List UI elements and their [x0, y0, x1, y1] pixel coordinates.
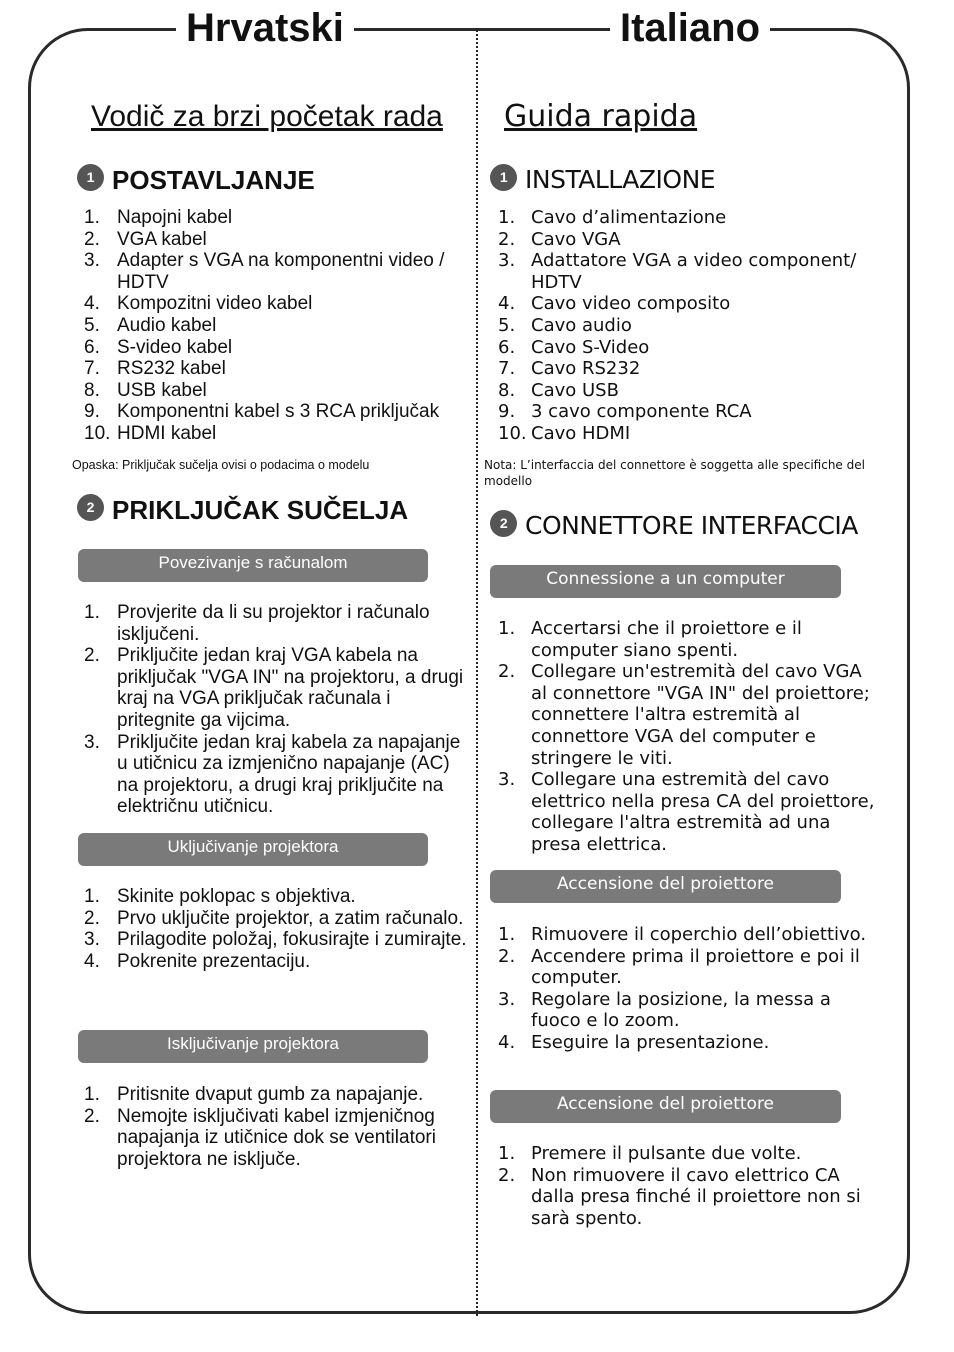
model-note: Opaska: Priključak sučelja ovisi o podacima o modelu — [72, 458, 370, 472]
list-item-number: 4. — [84, 293, 100, 315]
list-item — [70, 1106, 468, 1171]
subheading-bar-power-on: Accensione del proiettore — [490, 870, 841, 903]
cable-list — [484, 207, 884, 445]
list-item-number: 10. — [498, 422, 527, 444]
list-item-number: 5. — [84, 314, 100, 336]
section-number-badge: 1 — [77, 164, 104, 191]
section-heading-setup — [490, 164, 715, 196]
list-item-number: 1. — [84, 602, 100, 623]
list-item — [70, 380, 470, 402]
list-item — [484, 293, 884, 315]
section-heading-interface — [77, 494, 408, 526]
list-item-number: 10. — [84, 422, 111, 444]
list-item-text: Kompozitni video kabel — [117, 293, 313, 315]
list-item-number: 7. — [498, 358, 516, 380]
list-item-number: 1. — [498, 924, 516, 945]
list-item-text: Komponentni kabel s 3 RCA priključak — [117, 401, 440, 423]
column-divider — [476, 30, 478, 1316]
list-item-number: 2. — [84, 1105, 100, 1127]
list-item-text: Regolare la posizione, la messa a fuoco e lo zoom. — [531, 988, 831, 1032]
list-item — [70, 423, 470, 445]
list-item-number: 3. — [84, 731, 100, 753]
list-item-text: Adapter s VGA na komponentni video / HDTV — [117, 250, 445, 293]
list-item — [484, 1143, 879, 1165]
list-item-text: Eseguire la presentazione. — [531, 1031, 770, 1053]
list-item-number: 2. — [498, 945, 516, 967]
list-item-number: 3. — [498, 769, 516, 791]
list-item — [484, 337, 884, 359]
guide-title: Vodič za brzi početak rada — [91, 100, 443, 133]
cable-list — [70, 207, 470, 445]
list-item-number: 7. — [84, 358, 100, 380]
list-item-text: USB kabel — [117, 379, 207, 401]
list-item — [70, 908, 468, 930]
list-item-text: Cavo RS232 — [531, 358, 641, 380]
list-item-number: 4. — [498, 1031, 516, 1053]
language-title-italian: Italiano — [610, 4, 770, 52]
list-item-number: 2. — [498, 1164, 516, 1186]
list-item-number: 2. — [84, 907, 100, 929]
list-item-number: 2. — [84, 645, 100, 667]
list-item — [484, 207, 884, 229]
list-item — [484, 423, 884, 445]
power-on-steps — [484, 924, 879, 1054]
subheading-bar-connect: Connessione a un computer — [490, 565, 841, 598]
list-item-text: Cavo USB — [531, 379, 619, 401]
list-item-number: 1. — [84, 1084, 100, 1105]
section-heading-setup — [77, 164, 315, 196]
list-item-text: Rimuovere il coperchio dell’obiettivo. — [531, 924, 867, 945]
list-item-number: 3. — [84, 929, 100, 951]
list-item — [70, 732, 468, 818]
list-item-text: S-video kabel — [117, 336, 233, 358]
list-item-text: RS232 kabel — [117, 358, 226, 380]
list-item-text: Cavo VGA — [531, 228, 621, 250]
list-item — [484, 769, 879, 855]
list-item — [484, 661, 879, 769]
list-item-number: 3. — [498, 988, 516, 1010]
list-item-number: 9. — [84, 401, 100, 423]
list-item-text: Napojni kabel — [117, 207, 233, 228]
list-item — [70, 250, 470, 293]
list-item-text: Adattatore VGA a video component/ HDTV — [531, 250, 857, 293]
list-item-text: Non rimuovere il cavo elettrico CA dalla presa finché il proiettore non si sarà spento. — [531, 1164, 861, 1229]
list-item-number: 5. — [498, 314, 516, 336]
list-item — [70, 315, 470, 337]
list-item-text: Collegare un'estremità del cavo VGA al connettore "VGA IN" del proiettore; connettere l'altra estremità al connettore VGA del computer e stringere le viti. — [531, 661, 870, 769]
section-number-badge: 1 — [490, 164, 517, 191]
list-item-text: Accertarsi che il proiettore e il computer siano spenti. — [531, 618, 802, 661]
list-item-number: 8. — [498, 379, 516, 401]
list-item-text: Pokrenite prezentaciju. — [117, 950, 311, 972]
power-off-steps — [484, 1143, 879, 1229]
list-item — [484, 1032, 879, 1054]
list-item — [484, 924, 879, 946]
list-item — [484, 401, 884, 423]
list-item — [70, 358, 470, 380]
list-item-text: 3 cavo componente RCA — [531, 401, 752, 423]
list-item — [484, 946, 879, 989]
language-title-croatian: Hrvatski — [176, 4, 354, 52]
list-item-text: Cavo HDMI — [531, 422, 631, 444]
section-heading-interface — [490, 510, 858, 542]
list-item-number: 3. — [84, 250, 100, 272]
section-number-badge: 2 — [490, 510, 517, 537]
list-item-text: Pritisnite dvaput gumb za napajanje. — [117, 1084, 424, 1105]
list-item-number: 9. — [498, 401, 516, 423]
list-item — [484, 250, 884, 293]
list-item-number: 1. — [498, 618, 516, 639]
list-item-text: Nemojte isključivati kabel izmjeničnog napajanja iz utičnice dok se ventilatori projektora ne isključe. — [117, 1105, 436, 1170]
list-item-number: 4. — [498, 293, 516, 315]
power-off-steps — [70, 1084, 468, 1170]
list-item-text: VGA kabel — [117, 228, 207, 250]
section-number-badge: 2 — [77, 494, 104, 521]
list-item-text: Cavo video composito — [531, 293, 731, 315]
power-on-steps — [70, 886, 468, 972]
list-item-number: 4. — [84, 950, 100, 972]
list-item-number: 2. — [498, 661, 516, 683]
list-item-number: 6. — [498, 336, 516, 358]
list-item — [484, 229, 884, 251]
section-heading-text: PRIKLJUČAK SUČELJA — [112, 495, 409, 525]
list-item-text: Prvo uključite projektor, a zatim računalo. — [117, 907, 464, 929]
list-item — [484, 315, 884, 337]
list-item — [484, 989, 879, 1032]
list-item-text: Accendere prima il proiettore e poi il computer. — [531, 945, 860, 989]
subheading-bar-power-off: Isključivanje projektora — [78, 1030, 428, 1063]
list-item-text: Collegare una estremità del cavo elettrico nella presa CA del proiettore, collegare l'altra estremità ad una presa elettrica. — [531, 769, 875, 855]
list-item — [70, 602, 468, 645]
list-item — [484, 1165, 879, 1230]
list-item-number: 1. — [498, 207, 516, 228]
list-item — [70, 337, 470, 359]
list-item-number: 1. — [84, 886, 100, 907]
section-heading-text: CONNETTORE INTERFACCIA — [525, 511, 858, 540]
list-item-text: Provjerite da li su projektor i računalo isključeni. — [117, 602, 430, 645]
section-heading-text: POSTAVLJANJE — [112, 165, 315, 195]
connect-steps — [70, 602, 468, 818]
list-item-text: Priključite jedan kraj kabela za napajanje u utičnicu za izmjenično napajanje (AC) na projektoru, a drugi kraj priključite na električnu utičnicu. — [117, 731, 461, 818]
list-item-number: 1. — [498, 1143, 516, 1164]
list-item — [70, 1084, 468, 1106]
list-item-number: 3. — [498, 250, 516, 272]
list-item-text: Priključite jedan kraj VGA kabela na priključak "VGA IN" na projektoru, a drugi kraj na VGA priključak računala i pritegnite ga vijcima. — [117, 645, 464, 731]
list-item-text: Prilagodite položaj, fokusirajte i zumirajte. — [117, 929, 467, 951]
list-item-number: 2. — [498, 228, 516, 250]
list-item — [484, 358, 884, 380]
list-item-text: Cavo d’alimentazione — [531, 207, 727, 228]
guide-title: Guida rapida — [504, 99, 698, 134]
list-item-number: 8. — [84, 379, 100, 401]
list-item-text: HDMI kabel — [117, 422, 217, 444]
list-item — [70, 951, 468, 973]
list-item — [484, 618, 879, 661]
list-item-text: Premere il pulsante due volte. — [531, 1143, 802, 1164]
list-item-text: Audio kabel — [117, 314, 217, 336]
section-heading-text: INSTALLAZIONE — [525, 165, 716, 194]
list-item — [70, 207, 470, 229]
subheading-bar-power-on: Uključivanje projektora — [78, 833, 428, 866]
subheading-bar-power-off: Accensione del proiettore — [490, 1090, 841, 1123]
model-note: Nota: L’interfaccia del connettore è soggetta alle specifiche del modello — [484, 458, 865, 488]
list-item — [70, 929, 468, 951]
subheading-bar-connect: Povezivanje s računalom — [78, 549, 428, 582]
list-item-number: 6. — [84, 336, 100, 358]
list-item-number: 2. — [84, 228, 100, 250]
list-item-text: Skinite poklopac s objektiva. — [117, 886, 356, 907]
list-item-number: 1. — [84, 207, 100, 228]
list-item-text: Cavo S-Video — [531, 336, 650, 358]
list-item — [70, 229, 470, 251]
list-item — [70, 293, 470, 315]
connect-steps — [484, 618, 879, 856]
list-item — [70, 645, 468, 731]
list-item — [70, 401, 470, 423]
list-item — [484, 380, 884, 402]
list-item-text: Cavo audio — [531, 314, 632, 336]
list-item — [70, 886, 468, 908]
